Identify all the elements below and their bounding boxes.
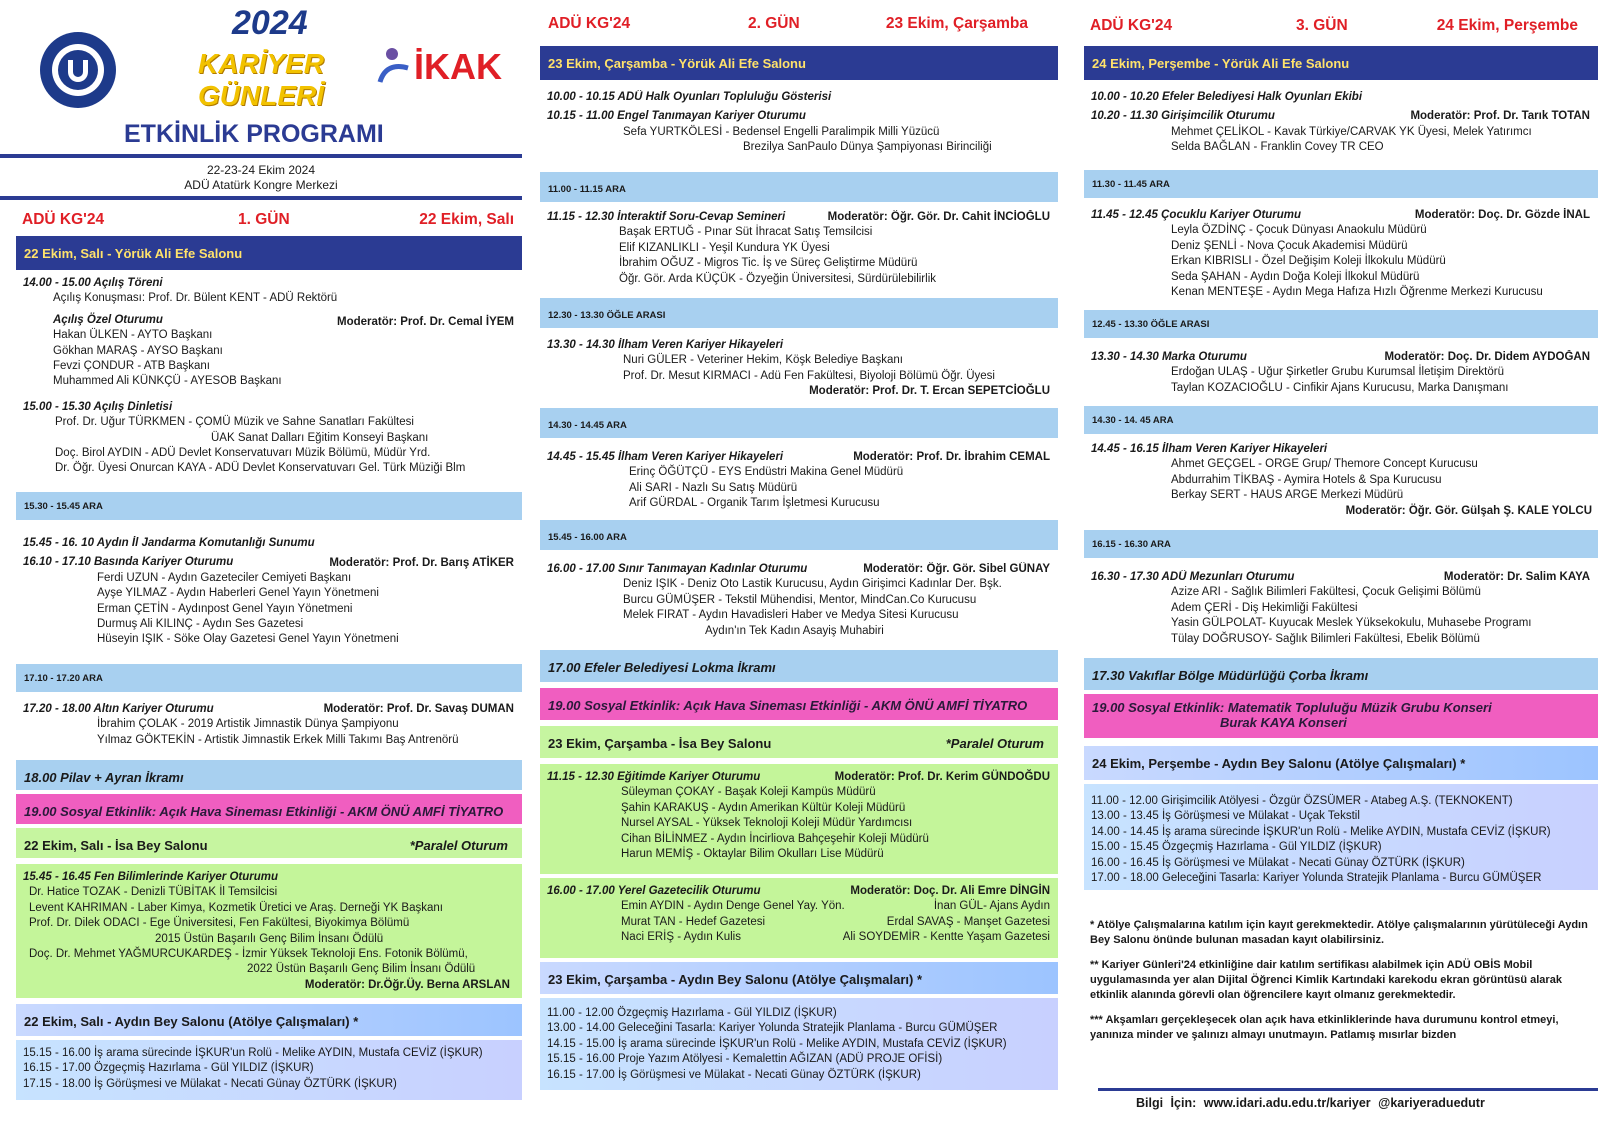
- speaker: Erdal SAVAŞ - Manşet Gazetesi: [886, 916, 1050, 928]
- session-title: 10.00 - 10.15 ADÜ Halk Oyunları Topluluğu Gösterisi: [547, 91, 832, 103]
- speaker: Sefa YURTKÖLESİ - Bedensel Engelli Paralimpik Milli Yüzücü: [623, 125, 940, 138]
- c3-section-1: [1084, 90, 1598, 156]
- c2-section-2: [540, 210, 1058, 287]
- speaker: İbrahim ÇOLAK - 2019 Artistik Jimnastik Dünya Şampiyonu: [97, 718, 399, 731]
- speaker: Erman ÇETİN - Aydınpost Genel Yayın Yönetmeni: [97, 602, 353, 615]
- social-event-bar: 19.00 Sosyal Etkinlik: Açık Hava Sineması Etkinliği - AKM ÖNÜ AMFİ TİYATRO: [540, 688, 1058, 720]
- session-title: 10.20 - 11.30 Girişimcilik Oturumu: [1091, 110, 1275, 123]
- speaker: Kenan MENTEŞE - Aydın Mega Hafıza Hızlı Öğrenme Merkezi Kurucusu: [1171, 286, 1543, 299]
- c3-workshop-block: [1084, 784, 1598, 890]
- program-title: ETKİNLİK PROGRAMI: [124, 120, 384, 148]
- session-title: 11.45 - 12.45 Çocuklu Kariyer Oturumu: [1091, 209, 1302, 221]
- workshop-item: 16.15 - 17.00 Özgeçmiş Hazırlama - Gül YILDIZ (İŞKUR): [23, 1062, 314, 1075]
- workshop-item: 11.00 - 12.00 Özgeçmiş Hazırlama - Gül YILDIZ (İŞKUR): [547, 1007, 837, 1019]
- workshop-item: 14.00 - 14.45 İş arama sürecinde İŞKUR'un Rolü - Melike AYDIN, Mustafa CEVİZ (İŞKUR): [1091, 825, 1551, 838]
- day-date: 24 Ekim, Perşembe: [1436, 17, 1578, 34]
- moderator: Moderatör: Öğr. Gör. Dr. Cahit İNCİOĞLU: [827, 211, 1050, 223]
- ikak-text: İKAK: [414, 46, 502, 87]
- footnote: * Atölye Çalışmalarına katılım için kayıt gerekmektedir. Atölye çalışmalarının yürütüleceği Aydın Bey Salonu önünde bulunan masadan kayıt olabilirsiniz.: [1090, 919, 1588, 946]
- session-title: 14.45 - 15.45 İlham Veren Kariyer Hikayeleri: [547, 451, 784, 463]
- moderator: Moderatör: Doç. Dr. Gözde İNAL: [1414, 209, 1590, 221]
- break-bar: 15.30 - 15.45 ARA: [16, 492, 522, 520]
- speaker: Selda BAĞLAN - Franklin Covey TR CEO: [1171, 141, 1384, 154]
- workshop-item: 15.00 - 15.45 Özgeçmiş Hazırlama - Gül YILDIZ (İŞKUR): [1091, 841, 1382, 854]
- hall-name: 22 Ekim, Salı - İsa Bey Salonu: [24, 838, 208, 853]
- title-divider: [0, 154, 522, 158]
- day-code: ADÜ KG'24: [548, 15, 631, 32]
- social-event-bar: [1084, 694, 1598, 738]
- parallel-note: *Paralel Oturum: [945, 736, 1044, 751]
- parallel-note: *Paralel Oturum: [409, 838, 508, 853]
- speaker: Berkay SERT - HAUS ARGE Merkezi Müdürü: [1171, 489, 1404, 502]
- speaker: Prof. Dr. Mesut KIRMACI - Adü Fen Fakültesi, Biyoloji Bölümü Öğr. Üyesi: [623, 369, 995, 382]
- speaker: Dr. Öğr. Üyesi Onurcan KAYA - ADÜ Devlet Konservatuvarı Gel. Türk Müziği Blm: [55, 462, 466, 475]
- moderator: Moderatör: Doç. Dr. Ali Emre DİNGİN: [850, 885, 1050, 897]
- speaker: Hakan ÜLKEN - AYTO Başkanı: [53, 329, 213, 342]
- c2-section-1: [540, 90, 1058, 156]
- day-code: ADÜ KG'24: [22, 211, 105, 228]
- speaker: Ali SARI - Nazlı Su Satış Müdürü: [629, 481, 798, 494]
- break-bar: 12.45 - 13.30 ÖĞLE ARASI: [1084, 310, 1598, 338]
- moderator: Moderatör: Prof. Dr. Kerim GÜNDOĞDU: [834, 771, 1050, 783]
- c2-section-5: [540, 562, 1058, 639]
- social-event-line: 19.00 Sosyal Etkinlik: Matematik Topluluğu Müzik Grubu Konseri: [1092, 700, 1492, 715]
- workshop-item: 17.00 - 18.00 Geleceğini Tasarla: Kariyer Yolunda Stratejik Planlama - Burcu GÜMÜŞER: [1091, 872, 1542, 885]
- speaker: Prof. Dr. Uğur TÜRKMEN - ÇOMÜ Müzik ve Sahne Sanatları Fakültesi: [55, 416, 414, 429]
- session-title: 16.00 - 17.00 Yerel Gazetecilik Oturumu: [547, 885, 761, 897]
- speaker: Ahmet GEÇGEL - ORGE Grup/ Themore Concept Kurucusu: [1171, 458, 1478, 471]
- speaker: Nursel AYSAL - Yüksek Teknoloji Koleji Müdür Yardımcısı: [621, 817, 913, 830]
- footnote: *** Akşamları gerçekleşecek olan açık hava etkinliklerinde hava durumunu kontrol etmeyi, yanınıza minder ve şalınızı almayı unutmayın. Patlamış mısırlar bizden: [1090, 1014, 1559, 1041]
- speaker: Mehmet ÇELİKOL - Kavak Türkiye/CARVAK YK Üyesi, Melek Yatırımcı: [1171, 125, 1532, 138]
- break-bar: 11.30 - 11.45 ARA: [1084, 170, 1598, 198]
- pilav-bar: 18.00 Pilav + Ayran İkramı: [16, 760, 522, 790]
- moderator: Moderatör: Doç. Dr. Didem AYDOĞAN: [1384, 351, 1590, 363]
- speaker: ÜAK Sanat Dalları Eğitim Konseyi Başkanı: [211, 431, 429, 444]
- speaker: Harun MEMİŞ - Oktaylar Bilim Okulları Lise Müdürü: [621, 848, 884, 861]
- session-title: Açılış Özel Oturumu: [53, 313, 163, 326]
- speaker: Ayşe YILMAZ - Aydın Haberleri Genel Yayın Yönetmeni: [97, 587, 379, 600]
- c3-section-4: [1084, 442, 1598, 519]
- speaker: Emin AYDIN - Aydın Denge Genel Yay. Yön.: [621, 900, 845, 913]
- session-title: 16.10 - 17.10 Basında Kariyer Oturumu: [23, 556, 234, 569]
- workshop-item: 16.15 - 17.00 İş Görüşmesi ve Mülakat - Necati Günay ÖZTÜRK (İŞKUR): [547, 1068, 921, 1081]
- speaker: Fevzi ÇONDUR - ATB Başkanı: [53, 360, 210, 373]
- speaker: Muhammed Ali KÜNKÇÜ - AYESOB Başkanı: [53, 375, 282, 388]
- break-bar: 16.15 - 16.30 ARA: [1084, 530, 1598, 558]
- footer-divider: [1098, 1088, 1598, 1091]
- speaker: Deniz IŞIK - Deniz Oto Lastik Kurucusu, Aydın Girişimci Kadınlar Der. Bşk.: [623, 578, 1002, 591]
- footnote: ** Kariyer Günleri'24 etkinliğine dair katılım sertifikası alabilmek için ADÜ OBİS Mobil uygulamasında yer alan Dijital Öğrenci Kimlik Kartındaki karekodu ekran görüntüsü alarak etkinlik alanında görevli olan öğrencilere kayıt olmanız gerekmektedir.: [1090, 959, 1562, 1001]
- speaker: Erdoğan ULAŞ - Uğur Şirketler Grubu Kurumsal İletişim Direktörü: [1171, 366, 1504, 379]
- speaker: Abdurrahim TİKBAŞ - Aymira Hotels & Spa Kurucusu: [1171, 473, 1442, 486]
- speaker: Prof. Dr. Dilek ODACI - Ege Üniversitesi, Fen Fakültesi, Biyokimya Bölümü: [29, 917, 410, 930]
- speaker: Şahin KARAKUŞ - Aydın Amerikan Kültür Koleji Müdürü: [621, 801, 906, 814]
- speaker: Taylan KOZACIOĞLU - Cinfikir Ajans Kurucusu, Marka Danışmanı: [1171, 381, 1509, 394]
- social-event-line: Burak KAYA Konseri: [1220, 715, 1347, 730]
- c2-section-3: [540, 338, 1058, 400]
- c3-section-5: [1084, 570, 1598, 647]
- day-code: ADÜ KG'24: [1090, 17, 1173, 34]
- day-date: 22 Ekim, Salı: [419, 211, 514, 228]
- moderator: Moderatör: Prof. Dr. T. Ercan SEPETCİOĞLU: [809, 385, 1050, 398]
- workshop-item: 16.00 - 16.45 İş Görüşmesi ve Mülakat - Necati Günay ÖZTÜRK (İŞKUR): [1091, 856, 1465, 869]
- gunleri-logo: GÜNLERİ: [198, 80, 324, 111]
- aydin-bey-bar: 24 Ekim, Perşembe - Aydın Bey Salonu (Atölye Çalışmaları) *: [1084, 746, 1598, 780]
- moderator: Moderatör: Öğr. Gör. Gülşah Ş. KALE YOLCU: [1345, 504, 1592, 517]
- hall-bar: 23 Ekim, Çarşamba - Yörük Ali Efe Salonu: [540, 46, 1058, 80]
- session-title: 15.45 - 16.45 Fen Bilimlerinde Kariyer Oturumu: [23, 871, 279, 883]
- day-number: 2. GÜN: [748, 15, 800, 32]
- moderator: Moderatör: Öğr. Gör. Sibel GÜNAY: [863, 563, 1050, 575]
- session-title: 14.45 - 16.15 İlham Veren Kariyer Hikayeleri: [1091, 443, 1328, 455]
- speaker: Melek FIRAT - Aydın Havadisleri Haber ve Medya Sitesi Kurucusu: [623, 609, 959, 622]
- speaker: Cihan BİLİNMEZ - Aydın İncirliova Bahçeşehir Koleji Müdürü: [621, 832, 929, 845]
- speaker: Ferdi UZUN - Aydın Gazeteciler Cemiyeti Başkanı: [97, 571, 352, 584]
- event-venue: ADÜ Atatürk Kongre Merkezi: [184, 178, 338, 192]
- column-day-1: [0, 0, 528, 1131]
- c2-section-4: [540, 450, 1058, 512]
- speaker: Elif KIZANLIKLI - Yeşil Kundura YK Üyesi: [619, 241, 830, 254]
- day-header: [1080, 10, 1600, 40]
- c1-workshop-block: [16, 1040, 522, 1100]
- c1-section-2: [16, 536, 522, 648]
- info-link[interactable]: Bilgi İçin: www.idari.adu.edu.tr/kariyer @kariyeraduedutr: [1136, 1096, 1485, 1110]
- speaker: Süleyman ÇOKAY - Başak Koleji Kampüs Müdürü: [621, 786, 876, 799]
- workshop-item: 15.15 - 16.00 İş arama sürecinde İŞKUR'un Rolü - Melike AYDIN, Mustafa CEVİZ (İŞKUR): [23, 1047, 483, 1059]
- day-number: 1. GÜN: [238, 211, 290, 228]
- moderator: Moderatör: Prof. Dr. Cemal İYEM: [336, 316, 514, 328]
- aydin-bey-bar: 23 Ekim, Çarşamba - Aydın Bey Salonu (Atölye Çalışmaları) *: [540, 962, 1058, 994]
- day-header: [0, 204, 528, 234]
- break-bar: 11.00 - 11.15 ARA: [540, 172, 1058, 202]
- speaker: İnan GÜL- Ajans Aydın: [933, 900, 1050, 912]
- event-dates: 22-23-24 Ekim 2024: [206, 163, 316, 177]
- workshop-item: 17.15 - 18.00 İş Görüşmesi ve Mülakat - Necati Günay ÖZTÜRK (İŞKUR): [23, 1077, 397, 1090]
- speaker: Erinç ÖĞÜTÇÜ - EYS Endüstri Makina Genel Müdürü: [629, 466, 904, 479]
- corba-bar: 17.30 Vakıflar Bölge Müdürlüğü Çorba İkramı: [1084, 658, 1598, 690]
- c2-green-block-1: [540, 764, 1058, 874]
- column-day-2: [538, 0, 1062, 1131]
- speaker: Yasin GÜLPOLAT- Kuyucak Meslek Yüksekokulu, Muhasebe Programı: [1171, 617, 1532, 630]
- c1-section-3: [16, 702, 522, 748]
- social-event-bar: 19.00 Sosyal Etkinlik: Açık Hava Sineması Etkinliği - AKM ÖNÜ AMFİ TİYATRO: [16, 794, 522, 824]
- speaker: İbrahim OĞUZ - Migros Tic. İş ve Süreç Geliştirme Müdürü: [619, 257, 918, 270]
- hall-name: 23 Ekim, Çarşamba - İsa Bey Salonu: [548, 736, 772, 751]
- speaker: Seda ŞAHAN - Aydın Doğa Koleji İlkokul Müdürü: [1171, 270, 1420, 283]
- speaker: Arif GÜRDAL - Organik Tarım İşletmesi Kurucusu: [629, 497, 880, 510]
- isa-bey-bar: [16, 828, 522, 858]
- speaker: Doç. Dr. Mehmet YAĞMURCUKARDEŞ - İzmir Yüksek Teknoloji Ens. Fotonik Bölümü,: [29, 948, 468, 961]
- session-title: 10.00 - 10.20 Efeler Belediyesi Halk Oyunları Ekibi: [1091, 91, 1363, 103]
- lokma-bar: 17.00 Efeler Belediyesi Lokma İkramı: [540, 650, 1058, 682]
- session-title: 10.15 - 11.00 Engel Tanımayan Kariyer Oturumu: [547, 110, 806, 123]
- break-bar: 12.30 - 13.30 ÖĞLE ARASI: [540, 298, 1058, 328]
- ikak-logo: [376, 46, 516, 96]
- workshop-item: 13.00 - 14.00 Geleceğini Tasarla: Kariyer Yolunda Stratejik Planlama - Burcu GÜMÜŞER: [547, 1022, 998, 1035]
- session-title: 15.00 - 15.30 Açılış Dinletisi: [23, 400, 173, 413]
- speaker: Levent KAHRIMAN - Laber Kimya, Kozmetik Üretici ve Araş. Derneği YK Başkanı: [29, 901, 443, 914]
- speaker: Hüseyin IŞIK - Söke Olay Gazetesi Genel Yayın Yönetmeni: [97, 633, 399, 646]
- session-title: 17.20 - 18.00 Altın Kariyer Oturumu: [23, 703, 214, 715]
- hall-bar: 24 Ekim, Perşembe - Yörük Ali Efe Salonu: [1084, 46, 1598, 80]
- header-divider: [0, 196, 522, 200]
- hall-bar: 22 Ekim, Salı - Yörük Ali Efe Salonu: [16, 236, 522, 270]
- c2-green-block-2: [540, 878, 1058, 958]
- workshop-item: 11.00 - 12.00 Girişimcilik Atölyesi - Özgür ÖZSÜMER - Atabeg A.Ş. (TEKNOKENT): [1091, 795, 1513, 807]
- c3-section-2: [1084, 208, 1598, 300]
- session-title: 16.30 - 17.30 ADÜ Mezunları Oturumu: [1091, 571, 1295, 583]
- workshop-item: 13.00 - 13.45 İş Görüşmesi ve Mülakat - Uçak Tekstil: [1091, 810, 1360, 823]
- footnotes: [1084, 918, 1598, 1053]
- session-title: 14.00 - 15.00 Açılış Töreni: [23, 277, 163, 289]
- speaker: Deniz ŞENLİ - Nova Çocuk Akademisi Müdürü: [1171, 239, 1408, 252]
- day-date: 23 Ekim, Çarşamba: [885, 15, 1028, 32]
- speaker: Dr. Hatice TOZAK - Denizli TÜBİTAK İl Temsilcisi: [29, 886, 278, 899]
- speaker: Doç. Birol AYDIN - ADÜ Devlet Konservatuvarı Müzik Bölümü, Müdür Yrd.: [55, 447, 431, 460]
- speaker: Burcu GÜMÜŞER - Tekstil Mühendisi, Mentor, MindCan.Co Kurucusu: [623, 593, 977, 606]
- kariyer-logo: KARİYER: [198, 48, 325, 79]
- speaker: Tülay DOĞRUSOY- Sağlık Bilimleri Fakültesi, Ebelik Bölümü: [1171, 632, 1480, 645]
- speaker: Brezilya SanPaulo Dünya Şampiyonası Birinciliği: [743, 141, 992, 154]
- moderator: Moderatör: Prof. Dr. Barış ATİKER: [329, 557, 514, 569]
- session-title: 15.45 - 16. 10 Aydın İl Jandarma Komutanlığı Sunumu: [23, 537, 315, 549]
- year-logo: 2024: [232, 4, 308, 42]
- session-title: 16.00 - 17.00 Sınır Tanımayan Kadınlar Oturumu: [547, 563, 808, 575]
- moderator: Moderatör: Dr. Salim KAYA: [1443, 571, 1590, 583]
- c1-green-block: [16, 864, 522, 998]
- day-header: [538, 8, 1062, 38]
- speaker: Başak ERTUĞ - Pınar Süt İhracat Satış Temsilcisi: [619, 226, 873, 239]
- day-number: 3. GÜN: [1296, 17, 1348, 34]
- speaker: Açılış Konuşması: Prof. Dr. Bülent KENT - ADÜ Rektörü: [53, 292, 338, 305]
- university-logo: [38, 30, 118, 110]
- speaker: Adem ÇERİ - Diş Hekimliği Fakültesi: [1171, 601, 1358, 614]
- speaker: Öğr. Gör. Arda KÜÇÜK - Özyeğin Üniversitesi, Sürdürülebilirlik: [619, 272, 936, 285]
- speaker: Durmuş Ali KILINÇ - Aydın Ses Gazetesi: [97, 618, 304, 631]
- spacer: [23, 390, 522, 400]
- session-title: 11.15 - 12.30 İnteraktif Soru-Cevap Semineri: [547, 211, 786, 223]
- break-bar: 14.30 - 14.45 ARA: [540, 408, 1058, 438]
- c2-workshop-block: [540, 998, 1058, 1090]
- isa-bey-bar: [540, 726, 1058, 758]
- workshop-item: 15.15 - 16.00 Proje Yazım Atölyesi - Kemalettin AĞIZAN (ADÜ PROJE OFİSİ): [547, 1053, 943, 1066]
- speaker: 2015 Üstün Başarılı Genç Bilim İnsanı Ödülü: [155, 932, 384, 945]
- speaker: Leyla ÖZDİNÇ - Çocuk Dünyası Anaokulu Müdürü: [1171, 224, 1427, 237]
- column-day-3: [1080, 0, 1600, 1131]
- speaker: Aydın'ın Tek Kadın Asayiş Muhabiri: [705, 624, 884, 637]
- workshop-item: 14.15 - 15.00 İş arama sürecinde İŞKUR'un Rolü - Melike AYDIN, Mustafa CEVİZ (İŞKUR): [547, 1037, 1007, 1050]
- moderator: Moderatör: Prof. Dr. İbrahim CEMAL: [853, 451, 1050, 463]
- moderator: Moderatör: Prof. Dr. Savaş DUMAN: [323, 703, 514, 715]
- session-title: 13.30 - 14.30 İlham Veren Kariyer Hikayeleri: [547, 339, 784, 351]
- break-bar: 14.30 - 14. 45 ARA: [1084, 406, 1598, 434]
- break-bar: 17.10 - 17.20 ARA: [16, 664, 522, 692]
- speaker: Naci ERİŞ - Aydın Kulis: [621, 931, 741, 944]
- c1-section-1: [16, 276, 522, 524]
- speaker: Azize ARI - Sağlık Bilimleri Fakültesi, Çocuk Gelişimi Bölümü: [1171, 586, 1481, 599]
- speaker: Nuri GÜLER - Veteriner Hekim, Köşk Belediye Başkanı: [623, 354, 903, 367]
- speaker: 2022 Üstün Başarılı Genç Bilim İnsanı Ödülü: [247, 963, 476, 976]
- c3-section-3: [1084, 350, 1598, 396]
- session-title: 11.15 - 12.30 Eğitimde Kariyer Oturumu: [547, 771, 761, 783]
- moderator: Moderatör: Dr.Öğr.Üy. Berna ARSLAN: [304, 978, 510, 991]
- speaker: Yılmaz GÖKTEKİN - Artistik Jimnastik Erkek Milli Takımı Baş Antrenörü: [97, 733, 459, 746]
- break-bar: 15.45 - 16.00 ARA: [540, 520, 1058, 550]
- moderator: Moderatör: Prof. Dr. Tarık TOTAN: [1410, 110, 1590, 122]
- speaker: Ali SOYDEMİR - Kentte Yaşam Gazetesi: [842, 931, 1050, 943]
- speaker: Gökhan MARAŞ - AYSO Başkanı: [53, 344, 223, 357]
- speaker: Erkan KIBRISLI - Özel Değişim Koleji İlkokulu Müdürü: [1171, 255, 1446, 268]
- session-title: 13.30 - 14.30 Marka Oturumu: [1091, 351, 1247, 363]
- aydin-bey-bar: 22 Ekim, Salı - Aydın Bey Salonu (Atölye Çalışmaları) *: [16, 1004, 522, 1036]
- speaker: Murat TAN - Hedef Gazetesi: [621, 915, 766, 928]
